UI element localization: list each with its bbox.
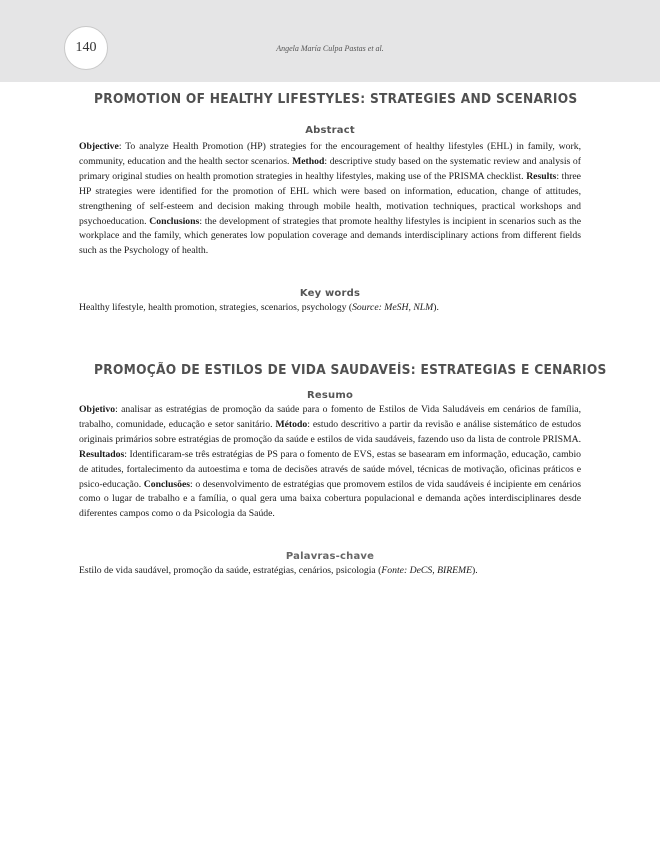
running-head: Angela María Culpa Pastas et al. (276, 44, 384, 53)
portuguese-keywords (79, 551, 581, 578)
palavras-chave-end: ). (472, 565, 478, 576)
resumo-body (79, 403, 581, 522)
keywords-heading: Key words (299, 288, 361, 299)
palavras-chave-text: Estilo de vida saudável, promoção da saúde, estratégias, cenários, psicologia ( (79, 565, 382, 576)
abstract-heading: Abstract (305, 125, 355, 136)
english-section (79, 92, 581, 107)
metodo-label: Método (275, 418, 308, 430)
keywords-list (79, 301, 581, 315)
portuguese-abstract (79, 390, 581, 522)
keywords-end: ). (433, 302, 439, 313)
conclusions-text: : the development of strategies that promote healthy lifestyles is incipient in scenarios such as the workplace and the family, which generates low population coverage and demands interdisciplinary actions from different fields such as the Psychology of health. (79, 215, 581, 257)
resultados-text: : Identificaram-se três estratégias de PS para o fomento de EVS, estas se basearam em informação, educação, cambio de atitudes, fortalecimento da autoestima e toma de decisões através de saúde móvel, técnicas de motivação, oficinas práticos e psico-educação. (79, 448, 581, 490)
portuguese-section (79, 363, 607, 378)
page-number: 140 (64, 26, 108, 70)
palavras-chave-source: Fonte: DeCS, BIREME (381, 565, 473, 576)
english-title: PROMOTION OF HEALTHY LIFESTYLES: STRATEGIES AND SCENARIOS (94, 92, 578, 107)
abstract-body (79, 140, 581, 259)
english-keywords (79, 288, 581, 315)
metodo-text: : estudo descritivo a partir da revisão e análise sistemático de estudos originais primários sobre estratégias de promoção da saúde e estilos de vida saudáveis, fazendo uso da lista de controle PRISMA. (79, 418, 581, 445)
resumo-heading: Resumo (306, 390, 354, 401)
conclusions-label: Conclusions (149, 215, 200, 227)
method-text: : descriptive study based on the systematic review and analysis of primary original studies on health promotion strategies in healthy lifestyles, making use of the PRISMA checklist. (79, 155, 581, 182)
conclusoes-text: : o desenvolvimento de estratégias que promovem estilos de vida saudáveis é incipiente em cenários como o lugar de trabalho e a família, o qual gera uma baixa cobertura populacional e demanda ações interdisciplinares desde diferentes campos como o da Psicologia da Saúde. (79, 478, 581, 520)
results-label: Results (526, 170, 557, 182)
keywords-source: Source: MeSH, NLM (352, 302, 434, 313)
palavras-chave-heading: Palavras-chave (285, 551, 375, 562)
palavras-chave-list (79, 564, 581, 578)
objetivo-text: : analisar as estratégias de promoção da saúde para o fomento de Estilos de Vida Saludáveis em cenários de família, trabalho, comunidade, educação e setor sanitário. (79, 404, 581, 430)
objetivo-label: Objetivo (79, 404, 116, 415)
results-text: : three HP strategies were identified for the promotion of EHL which were based on information, education, change of attitudes, strengthening of self-esteem and decision making through mobile health, motivation techniques, practical workshops and psychoeducation. (79, 170, 581, 227)
objective-text: : To analyze Health Promotion (HP) strategies for the encouragement of healthy lifestyles (EHL) in family, work, community, education and the health sector scenarios. (79, 141, 581, 167)
english-abstract (79, 125, 581, 259)
conclusoes-label: Conclusões (143, 478, 191, 490)
objective-label: Objective (79, 141, 119, 152)
keywords-text: Healthy lifestyle, health promotion, strategies, scenarios, psychology ( (79, 302, 353, 313)
method-label: Method (292, 155, 325, 167)
resultados-label: Resultados (79, 448, 125, 460)
portuguese-title: PROMOÇÃO DE ESTILOS DE VIDA SAUDAVEÍS: ESTRATEGIAS E CENARIOS (94, 363, 607, 378)
